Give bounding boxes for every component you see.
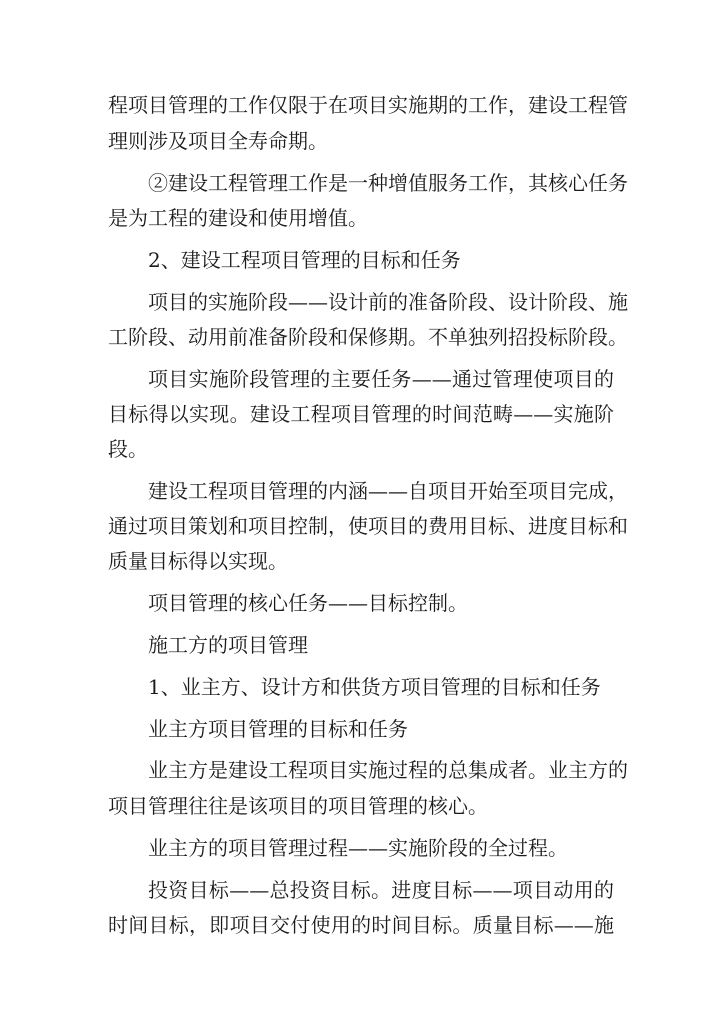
text-line: 质量目标得以实现。 <box>108 549 288 573</box>
text-line: ②建设工程管理工作是一种增值服务工作，其核心任务 <box>148 171 628 195</box>
section-heading: 业主方项目管理的目标和任务 <box>148 717 408 741</box>
text-line: 通过项目策划和项目控制，使项目的费用目标、进度目标和 <box>108 514 628 538</box>
text-line: 投资目标——总投资目标。进度目标——项目动用的 <box>148 878 614 902</box>
text-line: 业主方是建设工程项目实施过程的总集成者。业主方的 <box>148 758 628 782</box>
text-line: 项目管理往往是该项目的项目管理的核心。 <box>108 794 488 818</box>
text-line: 时间目标，即项目交付使用的时间目标。质量目标——施 <box>108 913 614 937</box>
text-line: 目标得以实现。建设工程项目管理的时间范畴——实施阶 <box>108 402 614 426</box>
text-line: 段。 <box>108 437 148 461</box>
text-line: 项目实施阶段管理的主要任务——通过管理使项目的 <box>148 367 614 391</box>
text-line: 项目管理的核心任务——目标控制。 <box>148 591 468 615</box>
text-line: 程项目管理的工作仅限于在项目实施期的工作，建设工程管 <box>108 93 628 117</box>
section-heading: 施工方的项目管理 <box>148 633 308 657</box>
text-line: 理则涉及项目全寿命期。 <box>108 129 328 153</box>
text-line: 工阶段、动用前准备阶段和保修期。不单独列招投标阶段。 <box>108 325 628 349</box>
text-line: 项目的实施阶段——设计前的准备阶段、设计阶段、施 <box>148 290 628 314</box>
text-line: 建设工程项目管理的内涵——自项目开始至项目完成， <box>148 479 628 503</box>
text-line: 是为工程的建设和使用增值。 <box>108 206 368 230</box>
section-heading: 1、业主方、设计方和供货方项目管理的目标和任务 <box>148 675 601 699</box>
section-heading: 2、建设工程项目管理的目标和任务 <box>148 248 461 272</box>
text-line: 业主方的项目管理过程——实施阶段的全过程。 <box>148 836 568 860</box>
